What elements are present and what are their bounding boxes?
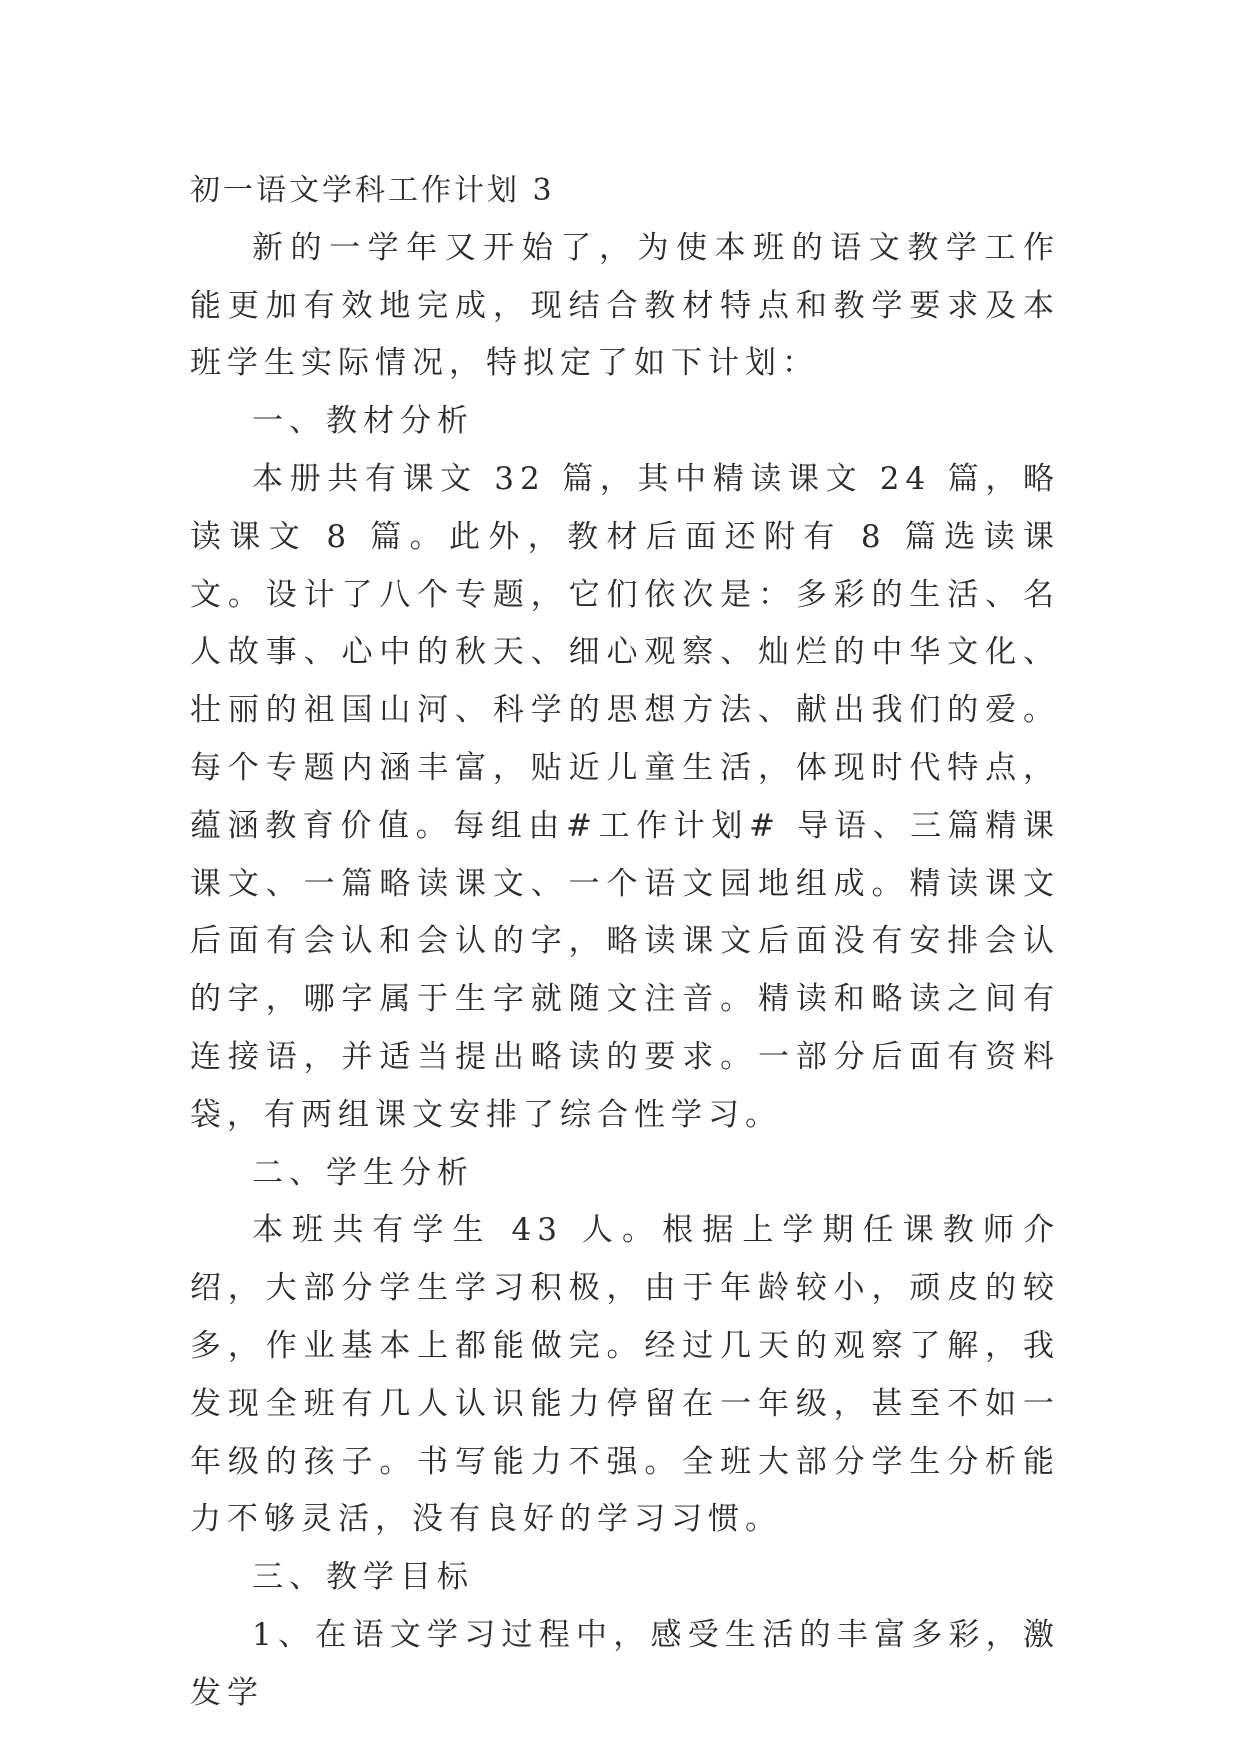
section-heading-textbook-analysis: 一、教材分析 [252, 403, 474, 440]
teaching-goal-item-1: 1、在语文学习过程中，感受生活的丰富多彩，激发学 [190, 1616, 1060, 1711]
student-analysis-paragraph: 本班共有学生 43 人。根据上学期任课教师介绍，大部分学生学习积极，由于年龄较小，顽皮的较多，作业基本上都能做完。经过几天的观察了解，我发现全班有几人认识能力停留在一年级，甚至不如一年级的孩子。书写能力不强。全班大部分学生分析能力不够灵活，没有良好的学习习惯。 [190, 1212, 1060, 1538]
document-body [190, 162, 1060, 1723]
document-title: 初一语文学科工作计划 3 [190, 173, 555, 208]
section-heading-teaching-goals: 三、教学目标 [252, 1559, 474, 1596]
textbook-analysis-paragraph: 本册共有课文 32 篇，其中精读课文 24 篇，略读课文 8 篇。此外，教材后面还附有 8 篇选读课文。设计了八个专题，它们依次是：多彩的生活、名人故事、心中的秋天、细心观察、灿烂的中华文化、壮丽的祖国山河、科学的思想方法、献出我们的爱。每个专题内涵丰富，贴近儿童生活，体现时代特点，蕴涵教育价值。每组由#工作计划# 导语、三篇精课课文、一篇略读课文、一个语文园地组成。精读课文后面有会认和会认的字，略读课文后面没有安排会认的字，哪字属于生字就随文注音。精读和略读之间有连接语，并适当提出略读的要求。一部分后面有资料袋，有两组课文安排了综合性学习。 [190, 460, 1060, 1133]
section-heading-student-analysis: 二、学生分析 [252, 1154, 474, 1191]
intro-paragraph: 新的一学年又开始了，为使本班的语文教学工作能更加有效地完成，现结合教材特点和教学要求及本班学生实际情况，特拟定了如下计划： [190, 229, 1060, 382]
